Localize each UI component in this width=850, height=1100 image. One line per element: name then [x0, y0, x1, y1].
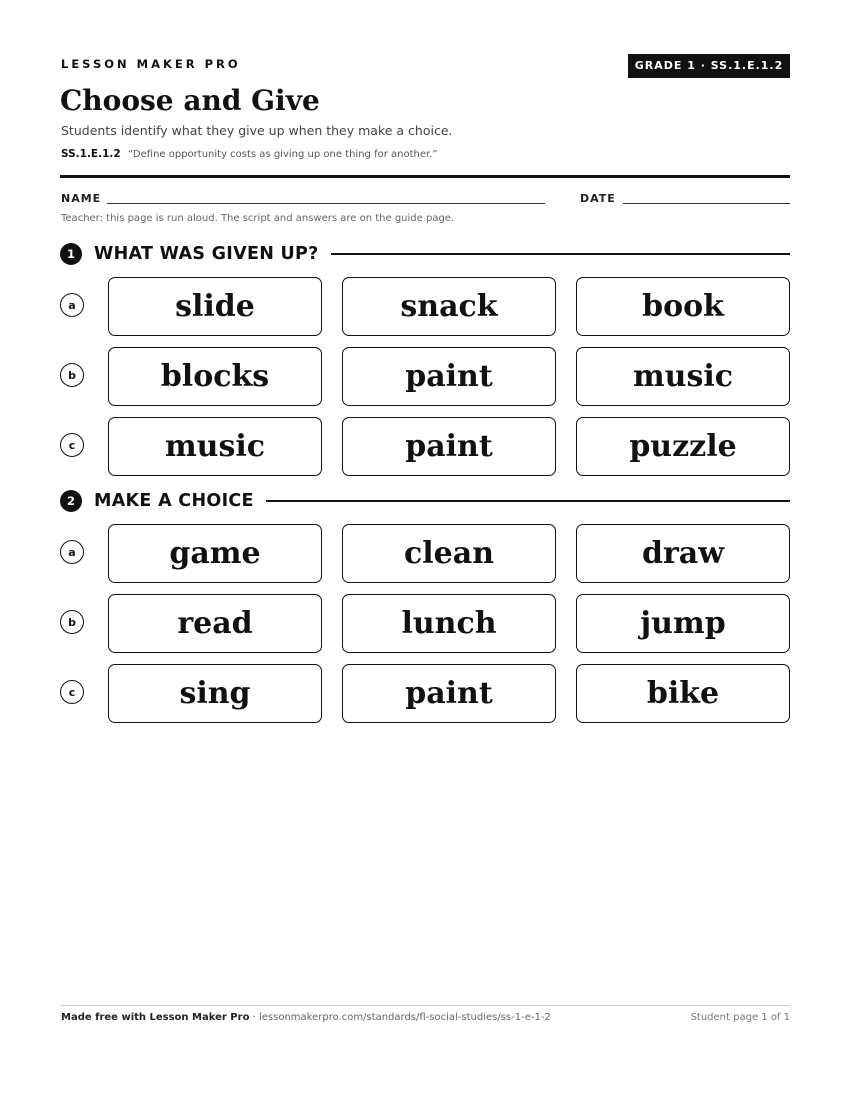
date-label: DATE	[580, 192, 616, 205]
answer-row	[60, 524, 790, 583]
answer-row	[60, 594, 790, 653]
teacher-note: Teacher: this page is run aloud. The script and answers are on the guide page.	[61, 213, 455, 224]
page-indicator: Student page 1 of 1	[690, 1012, 790, 1023]
word-card[interactable]: paint	[342, 664, 556, 723]
word-card[interactable]: blocks	[108, 347, 322, 406]
row-letter-marker: c	[60, 433, 84, 457]
word-card[interactable]: music	[108, 417, 322, 476]
section-number-badge: 1	[60, 243, 82, 265]
word-card[interactable]: slide	[108, 277, 322, 336]
name-label: NAME	[61, 192, 102, 205]
section-heading	[60, 490, 790, 512]
word-card[interactable]: paint	[342, 347, 556, 406]
row-letter-marker: b	[60, 610, 84, 634]
section-rule	[331, 253, 790, 255]
row-letter-marker: a	[60, 540, 84, 564]
answer-row	[60, 664, 790, 723]
word-card[interactable]: jump	[576, 594, 790, 653]
page-title: Choose and Give	[60, 84, 320, 117]
brand-name: LESSON MAKER PRO	[61, 57, 241, 71]
word-card[interactable]: clean	[342, 524, 556, 583]
word-card[interactable]: lunch	[342, 594, 556, 653]
word-card[interactable]: draw	[576, 524, 790, 583]
standard-text: “Define opportunity costs as giving up one thing for another.”	[128, 149, 438, 160]
word-card[interactable]: game	[108, 524, 322, 583]
row-letter-marker: a	[60, 293, 84, 317]
section-number-badge: 2	[60, 490, 82, 512]
answer-row	[60, 277, 790, 336]
standard-code: SS.1.E.1.2	[61, 148, 121, 160]
section-rule	[266, 500, 790, 502]
word-card[interactable]: book	[576, 277, 790, 336]
row-letter-marker: b	[60, 363, 84, 387]
header-divider	[60, 175, 790, 178]
word-card[interactable]: paint	[342, 417, 556, 476]
footer-credit-line	[61, 1012, 551, 1023]
name-field[interactable]	[107, 203, 545, 204]
row-letter-marker: c	[60, 680, 84, 704]
word-card[interactable]: music	[576, 347, 790, 406]
section-title: WHAT WAS GIVEN UP?	[94, 244, 319, 264]
answer-row	[60, 417, 790, 476]
footer-divider	[60, 1005, 790, 1006]
word-card[interactable]: read	[108, 594, 322, 653]
word-card[interactable]: snack	[342, 277, 556, 336]
page-subtitle: Students identify what they give up when they make a choice.	[61, 123, 453, 138]
footer-credit: Made free with Lesson Maker Pro	[61, 1012, 250, 1023]
footer-url[interactable]: · lessonmakerpro.com/standards/fl-social-studies/ss-1-e-1-2	[249, 1012, 551, 1023]
word-card[interactable]: puzzle	[576, 417, 790, 476]
word-card[interactable]: bike	[576, 664, 790, 723]
section-heading	[60, 243, 790, 265]
standard-line	[61, 148, 438, 160]
grade-standard-badge: GRADE 1 · SS.1.E.1.2	[628, 54, 790, 78]
answer-row	[60, 347, 790, 406]
date-field[interactable]	[623, 203, 790, 204]
section-title: MAKE A CHOICE	[94, 491, 254, 511]
word-card[interactable]: sing	[108, 664, 322, 723]
